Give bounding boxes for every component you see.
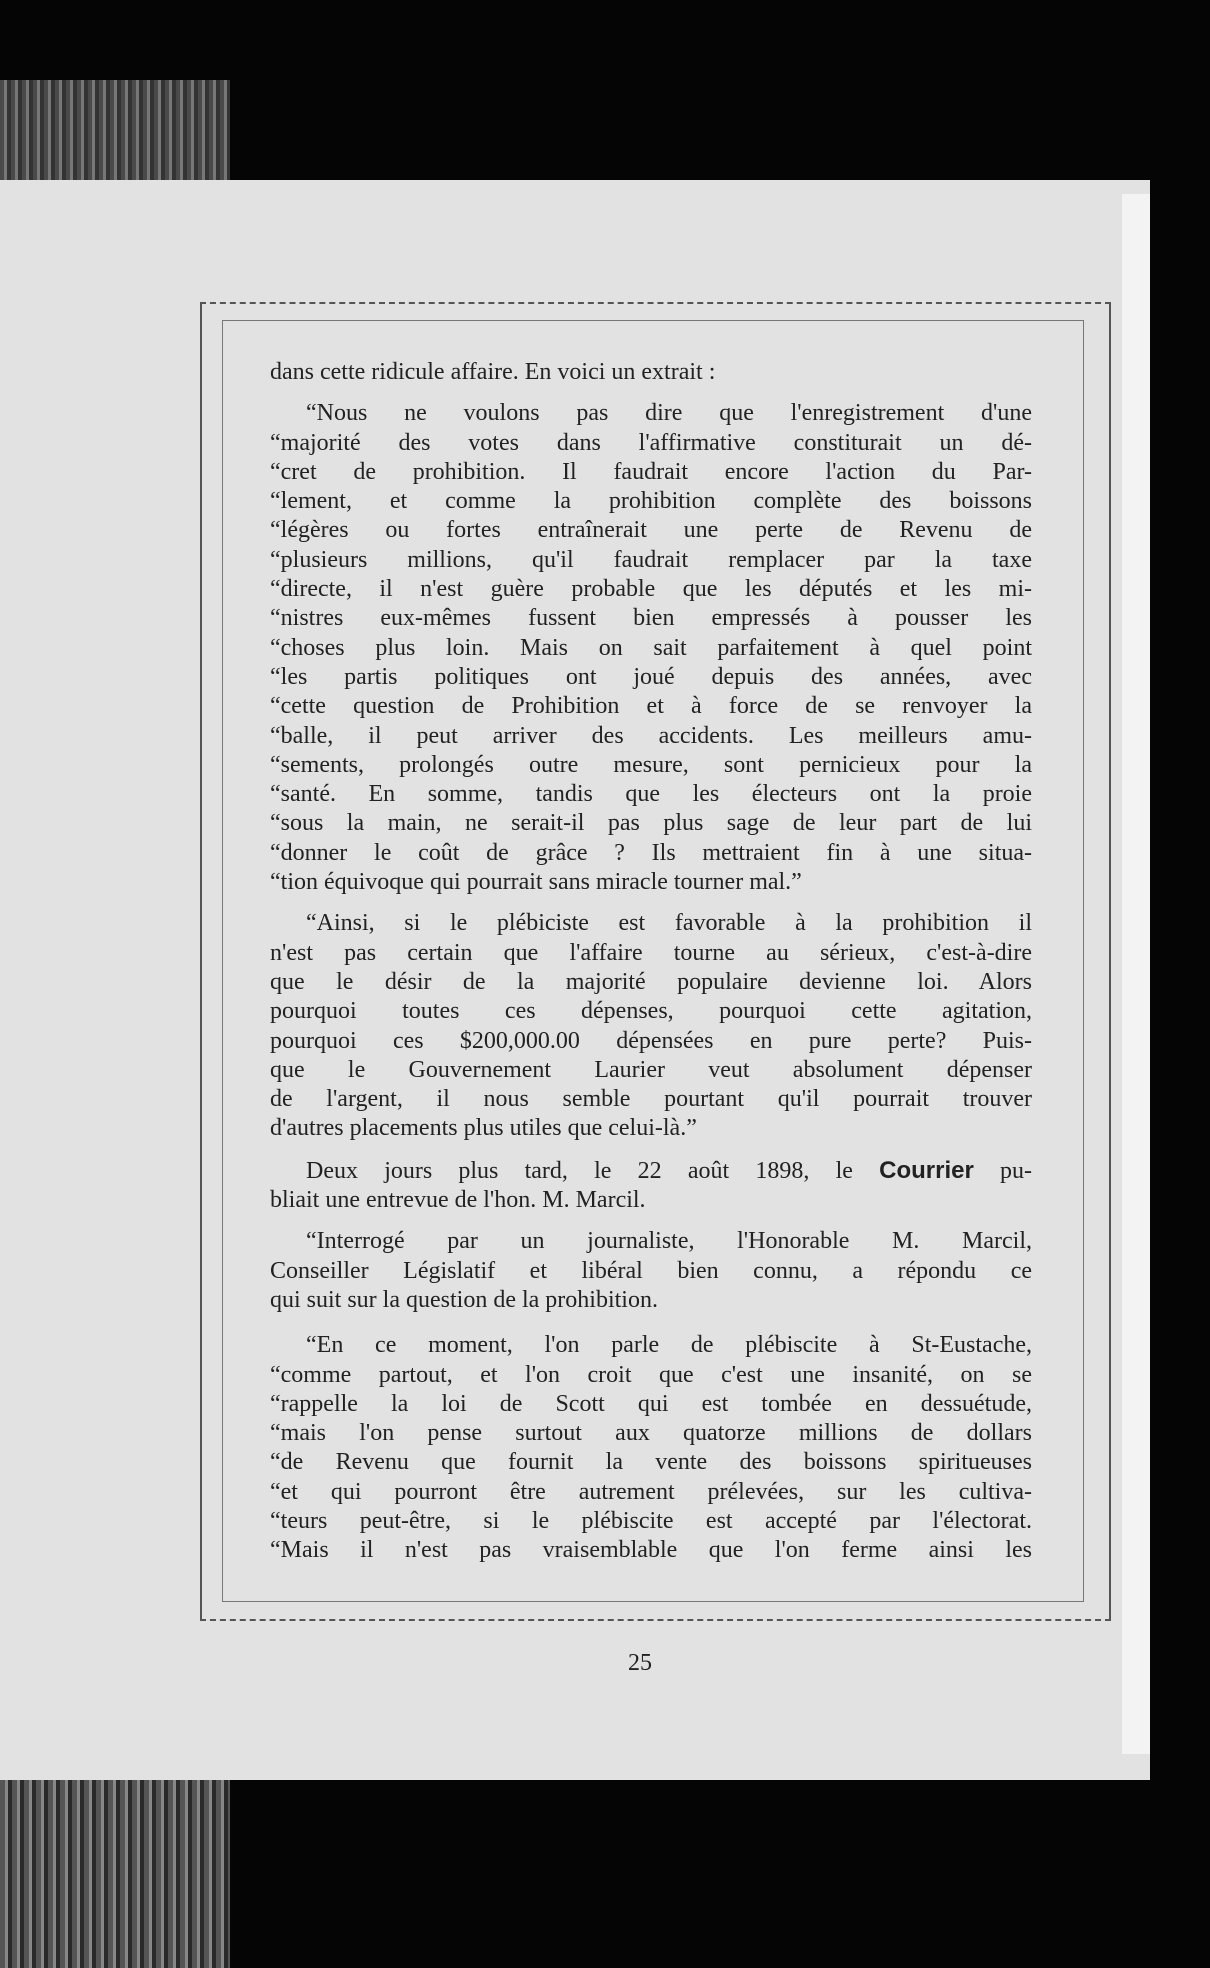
text-line: “cret de prohibition. Il faudrait encore l'action du Par- [270, 458, 1032, 485]
text-line: “rappelle la loi de Scott qui est tombée en dessuétude, [270, 1390, 1032, 1417]
newspaper-name: Courrier [879, 1156, 974, 1184]
text-line: “cette question de Prohibition et à force de se renvoyer la [270, 693, 1032, 720]
book-binding-top [0, 80, 230, 190]
text-line: “En ce moment, l'on parle de plébiscite à St-Eustache, [306, 1332, 1032, 1359]
text-line: “sous la main, ne serait-il pas plus sage de leur part de lui [270, 810, 1032, 837]
text-line: “directe, il n'est guère probable que les députés et les mi- [270, 576, 1032, 603]
text-line: “nistres eux-mêmes fussent bien empressés à pousser les [270, 605, 1032, 632]
text-line: bliait une entrevue de l'hon. M. Marcil. [270, 1187, 646, 1214]
text-line [270, 1156, 1032, 1186]
text-line: “choses plus loin. Mais on sait parfaitement à quel point [270, 634, 1032, 661]
page-body [270, 358, 1032, 1566]
text-run: pu- [973, 1157, 1032, 1184]
text-line: “balle, il peut arriver des accidents. Les meilleurs amu- [270, 722, 1032, 749]
paragraph-interview-intro [270, 1227, 1032, 1315]
text-line: “et qui pourront être autrement prélevées, sur les cultiva- [270, 1478, 1032, 1505]
text-line: que le désir de la majorité populaire devienne loi. Alors [270, 968, 1032, 995]
paragraph-quote-2 [270, 909, 1032, 1143]
text-line: pourquoi toutes ces dépenses, pourquoi cette agitation, [270, 998, 1032, 1025]
text-line: “sements, prolongés outre mesure, sont pernicieux pour la [270, 751, 1032, 778]
text-line: d'autres placements plus utiles que celui-là.” [270, 1115, 697, 1142]
page-number: 25 [628, 1650, 652, 1676]
text-line: “donner le coût de grâce ? Ils mettraient fin à une situa- [270, 839, 1032, 866]
text-line: “tion équivoque qui pourrait sans miracle tourner mal.” [270, 869, 802, 896]
text-line: “teurs peut-être, si le plébiscite est accepté par l'électorat. [270, 1507, 1032, 1534]
text-line: de l'argent, il nous semble pourtant qu'il pourrait trouver [270, 1086, 1032, 1113]
text-line: “plusieurs millions, qu'il faudrait remplacer par la taxe [270, 546, 1032, 573]
paragraph-intro [270, 358, 1032, 387]
text-line: qui suit sur la question de la prohibition. [270, 1286, 658, 1313]
text-line: pourquoi ces $200,000.00 dépensées en pure perte? Puis- [270, 1027, 1032, 1054]
text-line: dans cette ridicule affaire. En voici un extrait : [270, 359, 716, 385]
book-binding-bottom [0, 1770, 230, 1968]
paragraph-interview [270, 1331, 1032, 1565]
paragraph-courrier [270, 1156, 1032, 1216]
text-line: “majorité des votes dans l'affirmative constiturait un dé- [270, 429, 1032, 456]
text-line: “les partis politiques ont joué depuis des années, avec [270, 663, 1032, 690]
text-line: “Mais il n'est pas vraisemblable que l'on ferme ainsi les [270, 1537, 1032, 1564]
page-edge [1122, 194, 1150, 1754]
text-line: “lement, et comme la prohibition complète des boissons [270, 488, 1032, 515]
text-line: Conseiller Législatif et libéral bien connu, a répondu ce [270, 1257, 1032, 1284]
text-line: “santé. En somme, tandis que les électeurs ont la proie [270, 781, 1032, 808]
text-line: “de Revenu que fournit la vente des boissons spiritueuses [270, 1449, 1032, 1476]
text-line: “Ainsi, si le plébiciste est favorable à la prohibition il [306, 910, 1032, 937]
text-line: “mais l'on pense surtout aux quatorze millions de dollars [270, 1420, 1032, 1447]
text-line: “comme partout, et l'on croit que c'est une insanité, on se [270, 1361, 1032, 1388]
text-line: “légères ou fortes entraînerait une perte de Revenu de [270, 517, 1032, 544]
text-line: n'est pas certain que l'affaire tourne au sérieux, c'est-à-dire [270, 939, 1032, 966]
text-run: Deux jours plus tard, le 22 août 1898, le [306, 1157, 880, 1184]
text-line: que le Gouvernement Laurier veut absolument dépenser [270, 1056, 1032, 1083]
paragraph-quote-1 [270, 399, 1032, 897]
text-line: “Nous ne voulons pas dire que l'enregistrement d'une [306, 400, 1032, 427]
text-line: “Interrogé par un journaliste, l'Honorable M. Marcil, [306, 1228, 1032, 1255]
